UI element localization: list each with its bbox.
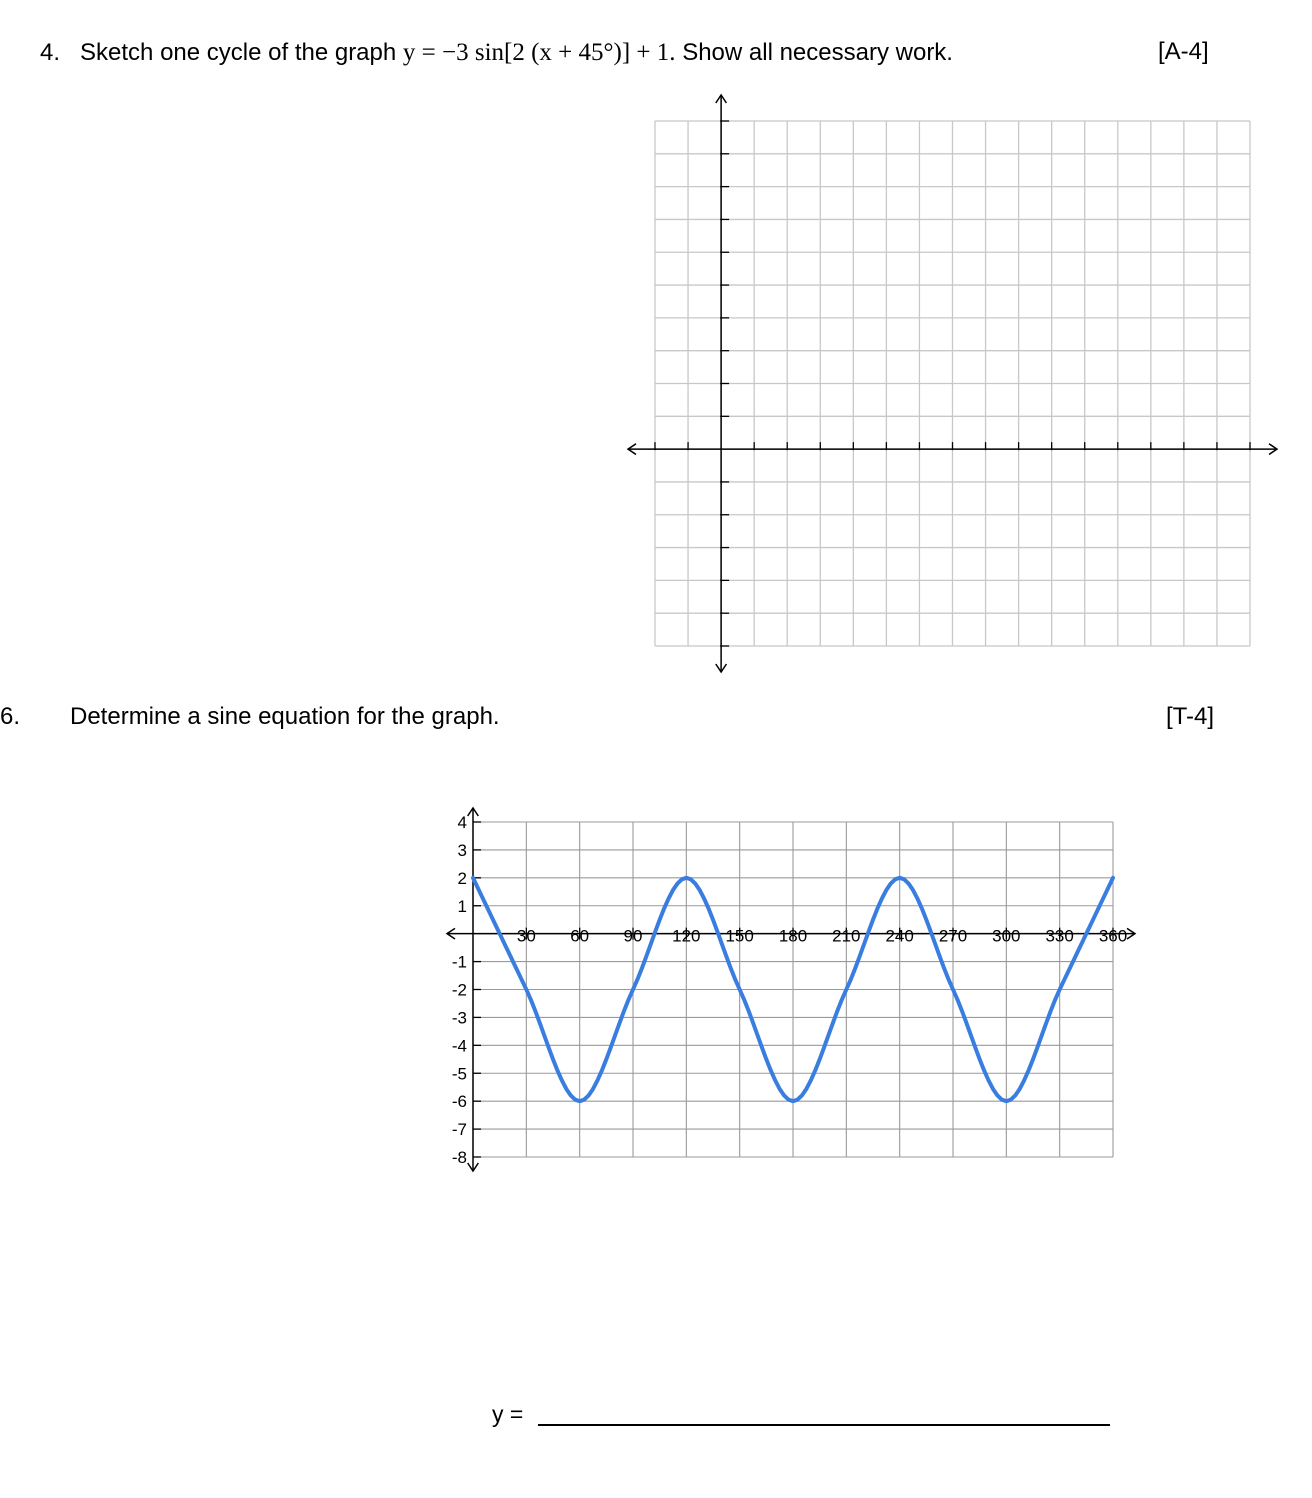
question-6-text: Determine a sine equation for the graph. [70, 703, 500, 730]
answer-label: y = [492, 1401, 524, 1427]
x-tick-label: 150 [725, 926, 754, 946]
x-tick-label: 240 [885, 926, 914, 946]
y-tick-label: 2 [457, 868, 467, 888]
x-tick-label: 120 [672, 926, 701, 946]
question-6-code: [T-4] [1166, 703, 1215, 730]
answer-blank-line[interactable] [538, 1424, 1110, 1426]
y-tick-label: -3 [451, 1008, 467, 1028]
y-tick-label: 4 [457, 813, 467, 832]
y-tick-label: -6 [451, 1092, 467, 1112]
y-tick-label: -7 [451, 1120, 467, 1140]
x-tick-label: 300 [992, 926, 1021, 946]
y-tick-label: -5 [451, 1064, 467, 1084]
question-6-number: 6. [0, 703, 21, 730]
x-tick-label: 90 [623, 926, 643, 946]
x-tick-label: 330 [1045, 926, 1074, 946]
y-tick-label: -1 [451, 952, 467, 972]
y-tick-label: -8 [451, 1148, 467, 1167]
x-tick-label: 360 [1098, 926, 1128, 946]
y-tick-label: 1 [457, 896, 467, 916]
question-4-equation: y = −3 sin[2 (x + 45°)] + 1. [402, 39, 676, 66]
y-tick-label: 3 [457, 840, 467, 860]
question-4-text-after: Show all necessary work. [675, 39, 953, 66]
question-4-code: [A-4] [1158, 38, 1209, 65]
x-tick-label: 210 [832, 926, 861, 946]
x-tick-label: 180 [778, 926, 808, 946]
x-tick-label: 30 [516, 926, 536, 946]
question-4-number: 4. [40, 39, 61, 66]
x-tick-label: 270 [938, 926, 968, 946]
question-4-text-before: Sketch one cycle of the graph [80, 39, 403, 66]
y-tick-label: -2 [451, 980, 467, 1000]
x-tick-label: 60 [570, 926, 590, 946]
y-tick-label: -4 [451, 1036, 467, 1056]
